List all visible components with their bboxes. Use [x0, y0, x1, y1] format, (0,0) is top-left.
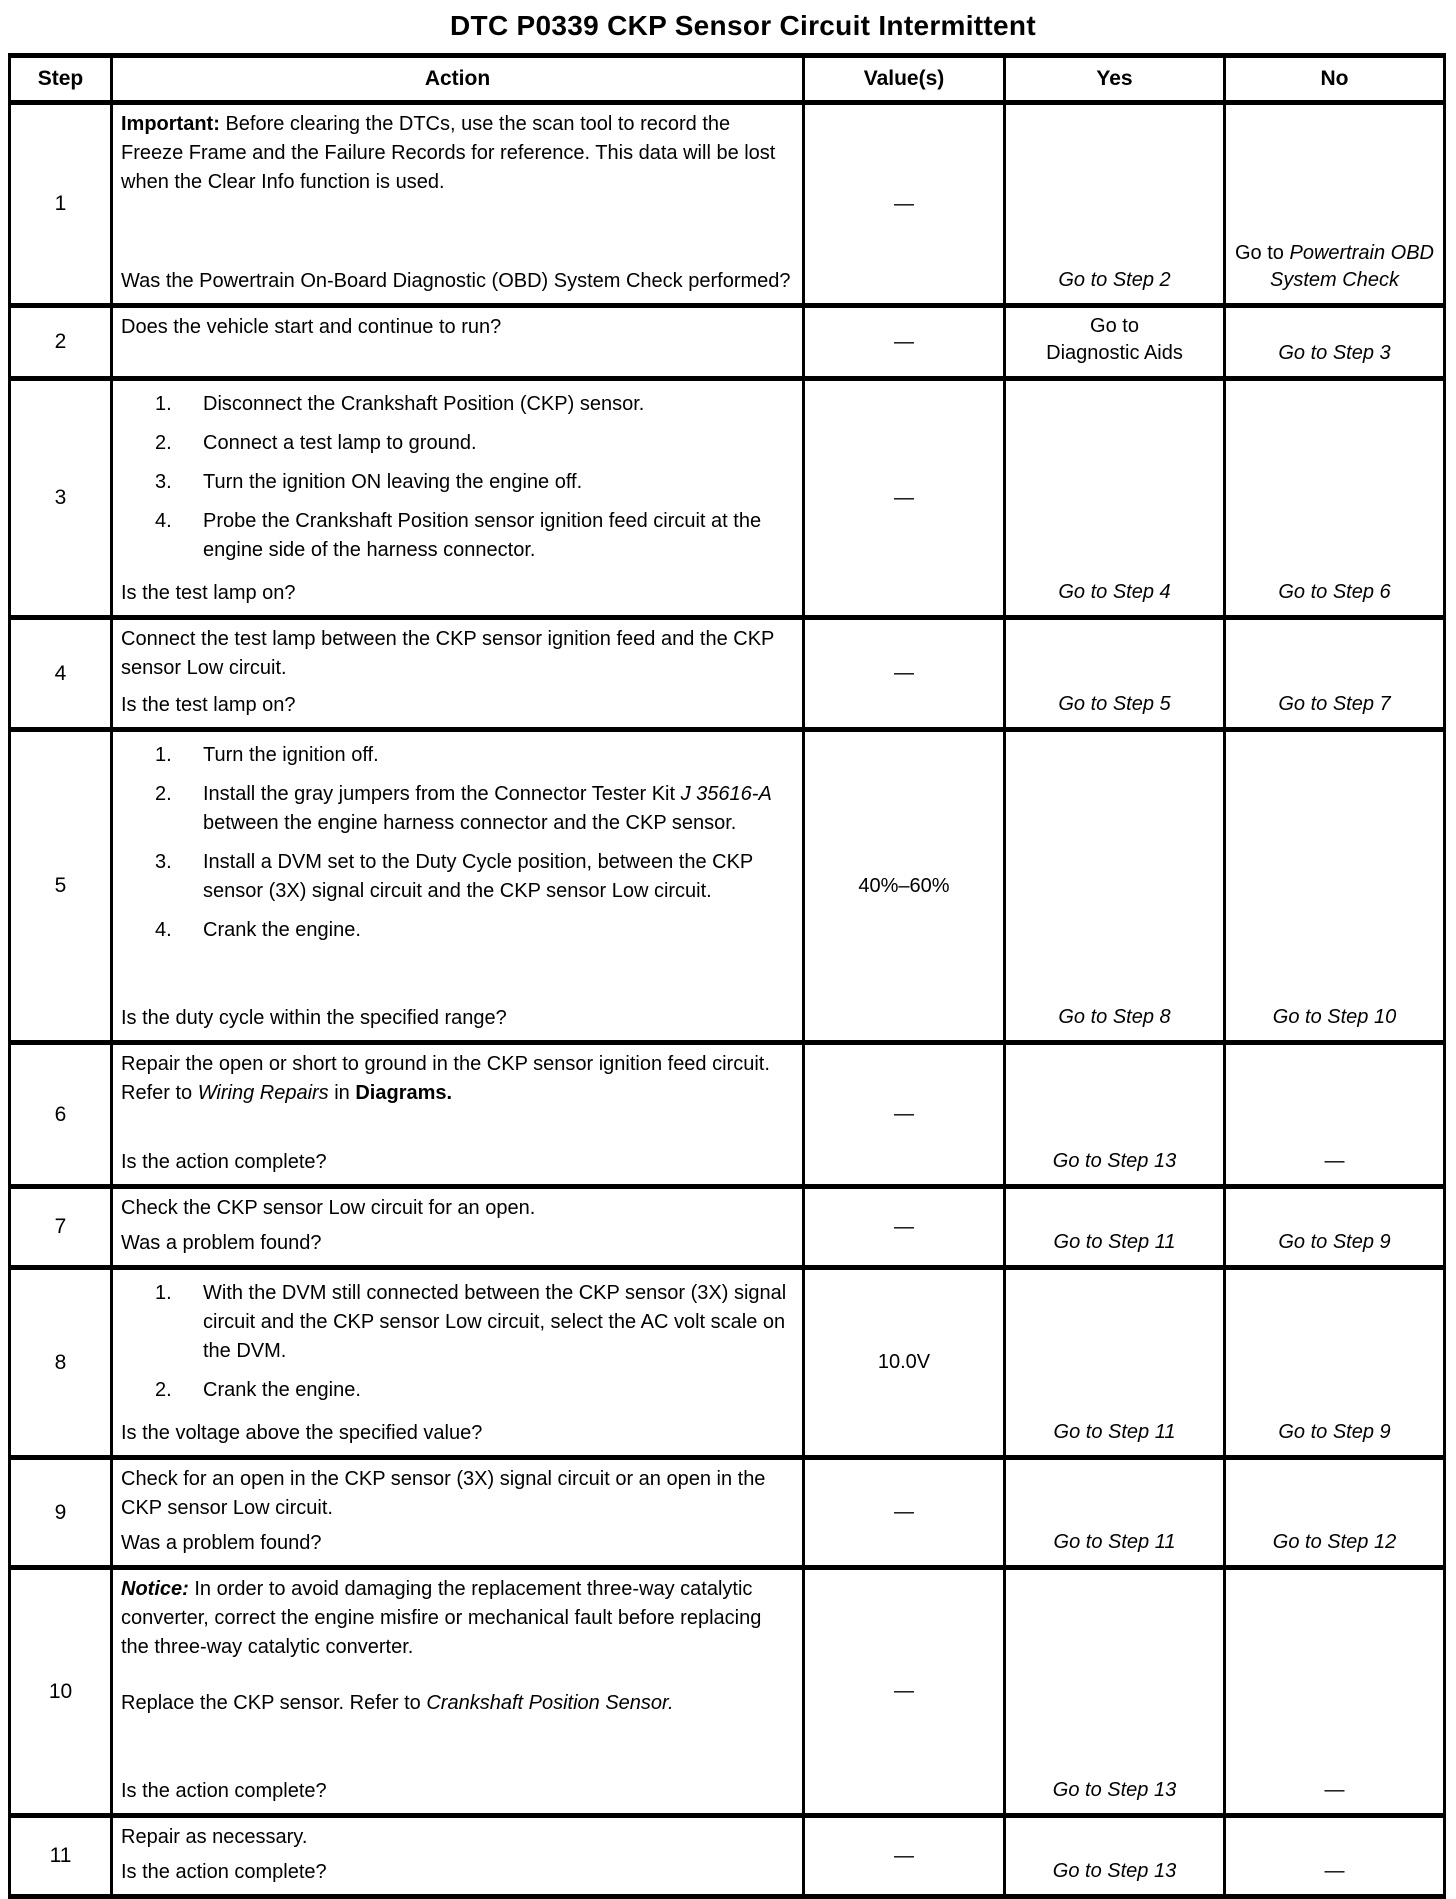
- text-segment: Go to Step 10: [1272, 1006, 1397, 1028]
- no-cell: [1226, 308, 1443, 376]
- text-segment: Was the Powertrain On-Board Diagnostic (OBD) System Check performed?: [121, 270, 791, 292]
- text-segment: Is the action complete?: [121, 1861, 327, 1883]
- yes-text: [1058, 267, 1170, 294]
- text-segment: Crank the engine.: [203, 919, 361, 941]
- action-paragraph: [121, 1194, 792, 1223]
- action-cell: [113, 1818, 805, 1894]
- action-blocks: [121, 1275, 792, 1415]
- yes-cell: [1006, 732, 1226, 1040]
- action-question: [121, 1144, 792, 1177]
- text-segment: Go to Step 6: [1278, 581, 1391, 603]
- yes-cell: [1006, 381, 1226, 615]
- action-blocks: [121, 737, 792, 955]
- list-item-text: [203, 916, 792, 945]
- text-segment: With the DVM still connected between the CKP sensor (3X) signal circuit and the CKP sensor Low circuit, select the AC volt scale on the DVM.: [203, 1282, 787, 1362]
- step-cell: 11: [11, 1818, 113, 1894]
- text-segment: Crankshaft Position Sensor.: [426, 1692, 674, 1714]
- yes-text: [1058, 691, 1170, 718]
- yes-text: [1054, 1419, 1176, 1446]
- text-segment: Replace the CKP sensor. Refer to: [121, 1692, 427, 1714]
- list-number: 3.: [155, 851, 172, 873]
- action-paragraph: [121, 625, 792, 683]
- text-segment: Install a DVM set to the Duty Cycle position, between the CKP sensor (3X) signal circuit and the CKP sensor Low circuit.: [203, 851, 753, 902]
- action-cell: [113, 1570, 805, 1813]
- yes-cell: [1006, 1270, 1226, 1455]
- no-cell: [1226, 620, 1443, 727]
- action-list-item: [155, 780, 792, 838]
- action-question: [121, 1525, 792, 1558]
- yes-text: [1058, 579, 1170, 606]
- action-blocks: [121, 386, 792, 575]
- action-cell: [113, 1189, 805, 1265]
- no-text: [1278, 1229, 1390, 1256]
- list-item-text: [203, 429, 792, 458]
- no-text: [1325, 1777, 1345, 1804]
- text-segment: Install the gray jumpers from the Connector Tester Kit: [203, 783, 681, 805]
- text-segment: Go to: [1235, 242, 1290, 264]
- table-row: [11, 1570, 1443, 1818]
- action-blocks: [121, 1465, 792, 1525]
- action-question: [121, 575, 792, 608]
- action-question: [121, 1415, 792, 1448]
- action-cell: [113, 105, 805, 303]
- table-row: [11, 308, 1443, 381]
- yes-cell: [1006, 105, 1226, 303]
- text-segment: Wiring Repairs: [197, 1082, 329, 1104]
- text-segment: Go to Step 2: [1058, 269, 1171, 291]
- table-row: [11, 1189, 1443, 1270]
- action-list-item: [155, 429, 792, 458]
- text-segment: Diagrams.: [355, 1082, 453, 1104]
- list-item-text: [203, 507, 792, 565]
- list-number: 4.: [155, 919, 172, 941]
- text-segment: Go to: [1090, 315, 1139, 337]
- action-question: [121, 263, 792, 296]
- action-cell: [113, 308, 805, 376]
- text-segment: in: [328, 1082, 356, 1104]
- table-row: [11, 1270, 1443, 1460]
- action-question: [121, 1225, 792, 1258]
- value-cell: —: [805, 1045, 1006, 1184]
- table-row: [11, 1045, 1443, 1189]
- text-segment: Is the test lamp on?: [121, 582, 296, 604]
- text-segment: Disconnect the Crankshaft Position (CKP) sensor.: [203, 393, 645, 415]
- action-paragraph: [121, 110, 792, 197]
- header-cell-values: Value(s): [805, 58, 1006, 100]
- text-segment: Turn the ignition off.: [203, 744, 379, 766]
- list-item-text: [203, 390, 792, 419]
- step-cell: 2: [11, 308, 113, 376]
- no-cell: [1226, 1818, 1443, 1894]
- text-segment: Was a problem found?: [121, 1532, 322, 1554]
- step-cell: 4: [11, 620, 113, 727]
- no-text: [1278, 691, 1390, 718]
- text-segment: Repair the open or short to ground in the CKP sensor ignition feed circuit. Refer to: [121, 1053, 770, 1104]
- action-blocks: [121, 110, 792, 199]
- text-segment: Repair as necessary.: [121, 1826, 308, 1848]
- no-cell: [1226, 1460, 1443, 1565]
- text-segment: Turn the ignition ON leaving the engine off.: [203, 471, 583, 493]
- step-cell: 10: [11, 1570, 113, 1813]
- text-segment: Go to Step 5: [1058, 693, 1171, 715]
- text-segment: Go to Step 12: [1272, 1531, 1397, 1553]
- list-item-text: [203, 468, 792, 497]
- text-segment: Crank the engine.: [203, 1379, 361, 1401]
- action-blocks: [121, 1823, 792, 1854]
- step-cell: 7: [11, 1189, 113, 1265]
- no-text: [1278, 579, 1390, 606]
- no-cell: [1226, 732, 1443, 1040]
- text-segment: Go to Step 4: [1058, 581, 1171, 603]
- yes-text: [1054, 1529, 1176, 1556]
- table-row: [11, 732, 1443, 1045]
- no-text: [1325, 1148, 1345, 1175]
- action-list-item: [155, 1376, 792, 1405]
- no-cell: [1226, 1045, 1443, 1184]
- action-question: [121, 687, 792, 720]
- action-blocks: [121, 313, 792, 344]
- text-segment: Go to Step 8: [1058, 1006, 1171, 1028]
- text-segment: J 35616-A: [680, 783, 772, 805]
- yes-text: [1053, 1777, 1176, 1804]
- yes-text: [1053, 1148, 1176, 1175]
- no-text: [1273, 1004, 1396, 1031]
- action-question: [121, 1854, 792, 1887]
- no-text: [1232, 240, 1437, 294]
- action-paragraph: [121, 1050, 792, 1108]
- action-blocks: [121, 1050, 792, 1110]
- yes-cell: [1006, 1460, 1226, 1565]
- value-cell: —: [805, 1460, 1006, 1565]
- no-text: [1278, 1419, 1390, 1446]
- text-segment: Check the CKP sensor Low circuit for an open.: [121, 1197, 536, 1219]
- action-paragraph: [121, 1823, 792, 1852]
- page-title: DTC P0339 CKP Sensor Circuit Intermittent: [450, 10, 1036, 41]
- yes-cell: [1006, 1189, 1226, 1265]
- no-cell: [1226, 1270, 1443, 1455]
- list-number: 1.: [155, 744, 172, 766]
- action-cell: [113, 732, 805, 1040]
- action-list-item: [155, 390, 792, 419]
- header-cell-step: Step: [11, 58, 113, 100]
- action-list-item: [155, 848, 792, 906]
- text-segment: Is the action complete?: [121, 1151, 327, 1173]
- value-cell: —: [805, 620, 1006, 727]
- text-segment: Notice:: [121, 1578, 189, 1600]
- text-segment: Go to Step 11: [1053, 1231, 1176, 1253]
- action-cell: [113, 1460, 805, 1565]
- text-segment: Go to Step 9: [1278, 1231, 1391, 1253]
- action-list-item: [155, 916, 792, 945]
- action-cell: [113, 620, 805, 727]
- table-body: [11, 105, 1443, 1894]
- yes-cell: [1006, 1570, 1226, 1813]
- text-segment: Important:: [121, 113, 220, 135]
- text-segment: —: [1324, 1860, 1345, 1882]
- list-number: 2.: [155, 783, 172, 805]
- table-row: [11, 105, 1443, 308]
- action-paragraph: [121, 313, 792, 342]
- no-text: [1273, 1529, 1396, 1556]
- list-item-text: [203, 741, 792, 770]
- text-segment: Go to Step 9: [1278, 1421, 1391, 1443]
- value-cell: 10.0V: [805, 1270, 1006, 1455]
- action-cell: [113, 1270, 805, 1455]
- list-number: 2.: [155, 432, 172, 454]
- text-segment: In order to avoid damaging the replacement three-way catalytic converter, correct the engine misfire or mechanical fault before replacing the three-way catalytic converter.: [121, 1578, 762, 1658]
- text-segment: Powertrain OBD System Check: [1270, 242, 1434, 291]
- text-segment: —: [1324, 1150, 1345, 1172]
- text-segment: Is the action complete?: [121, 1780, 327, 1802]
- text-segment: Is the test lamp on?: [121, 694, 296, 716]
- action-paragraph: [121, 1465, 792, 1523]
- step-cell: 9: [11, 1460, 113, 1565]
- list-item-text: [203, 848, 792, 906]
- step-cell: 5: [11, 732, 113, 1040]
- header-cell-action: Action: [113, 58, 805, 100]
- value-cell: 40%–60%: [805, 732, 1006, 1040]
- action-question: [121, 1773, 792, 1806]
- yes-cell: [1006, 308, 1226, 376]
- list-number: 3.: [155, 471, 172, 493]
- text-segment: Was a problem found?: [121, 1232, 322, 1254]
- text-segment: Go to Step 13: [1052, 1860, 1177, 1882]
- text-segment: Is the duty cycle within the specified range?: [121, 1007, 507, 1029]
- text-segment: Go to Step 3: [1278, 342, 1391, 364]
- list-number: 1.: [155, 1282, 172, 1304]
- value-cell: —: [805, 308, 1006, 376]
- list-number: 4.: [155, 510, 172, 532]
- list-item-text: [203, 1376, 792, 1405]
- text-segment: Go to Step 7: [1278, 693, 1391, 715]
- yes-cell: [1006, 1818, 1226, 1894]
- step-cell: 8: [11, 1270, 113, 1455]
- text-segment: between the engine harness connector and the CKP sensor.: [203, 812, 737, 834]
- no-cell: [1226, 1189, 1443, 1265]
- step-cell: 3: [11, 381, 113, 615]
- no-cell: [1226, 105, 1443, 303]
- table-row: [11, 1818, 1443, 1894]
- text-segment: Connect the test lamp between the CKP sensor ignition feed and the CKP sensor Low circuit.: [121, 628, 775, 679]
- action-blocks: [121, 1575, 792, 1720]
- value-cell: —: [805, 1189, 1006, 1265]
- value-cell: —: [805, 1570, 1006, 1813]
- action-list-item: [155, 468, 792, 497]
- yes-cell: [1006, 1045, 1226, 1184]
- yes-text: [1046, 313, 1183, 367]
- list-item-text: [203, 780, 792, 838]
- value-cell: —: [805, 105, 1006, 303]
- text-segment: Go to Step 13: [1052, 1779, 1177, 1801]
- text-segment: Does the vehicle start and continue to run?: [121, 316, 502, 338]
- no-cell: [1226, 381, 1443, 615]
- text-segment: Probe the Crankshaft Position sensor ignition feed circuit at the engine side of the harness connector.: [203, 510, 762, 561]
- text-segment: Check for an open in the CKP sensor (3X) signal circuit or an open in the CKP sensor Low circuit.: [121, 1468, 766, 1519]
- yes-cell: [1006, 620, 1226, 727]
- action-paragraph: [121, 1689, 792, 1718]
- step-cell: 6: [11, 1045, 113, 1184]
- diagnostic-table: [8, 53, 1446, 1899]
- action-cell: [113, 381, 805, 615]
- text-segment: Connect a test lamp to ground.: [203, 432, 477, 454]
- table-row: [11, 381, 1443, 620]
- step-cell: 1: [11, 105, 113, 303]
- action-paragraph: [121, 1575, 792, 1662]
- yes-text: [1054, 1229, 1176, 1256]
- no-cell: [1226, 1570, 1443, 1813]
- table-row: [11, 620, 1443, 732]
- header-cell-yes: Yes: [1006, 58, 1226, 100]
- list-number: 2.: [155, 1379, 172, 1401]
- action-blocks: [121, 625, 792, 685]
- action-list-item: [155, 1279, 792, 1366]
- text-segment: Diagnostic Aids: [1046, 342, 1183, 364]
- text-segment: Go to Step 13: [1052, 1150, 1177, 1172]
- text-segment: Go to Step 11: [1053, 1421, 1176, 1443]
- text-segment: Before clearing the DTCs, use the scan tool to record the Freeze Frame and the Failure Records for reference. This data will be lost when the Clear Info function is used.: [121, 113, 776, 193]
- value-cell: —: [805, 1818, 1006, 1894]
- no-text: [1278, 340, 1390, 367]
- list-number: 1.: [155, 393, 172, 415]
- text-segment: —: [1324, 1779, 1345, 1801]
- value-cell: —: [805, 381, 1006, 615]
- action-question: [121, 1000, 792, 1033]
- action-list-item: [155, 507, 792, 565]
- header-cell-no: No: [1320, 67, 1349, 90]
- table-header: [11, 58, 1443, 105]
- action-cell: [113, 1045, 805, 1184]
- text-segment: Is the voltage above the specified value?: [121, 1422, 483, 1444]
- table-row: [11, 1460, 1443, 1570]
- text-segment: Go to Step 11: [1053, 1531, 1176, 1553]
- list-item-text: [203, 1279, 792, 1366]
- yes-text: [1058, 1004, 1170, 1031]
- action-list-item: [155, 741, 792, 770]
- action-blocks: [121, 1194, 792, 1225]
